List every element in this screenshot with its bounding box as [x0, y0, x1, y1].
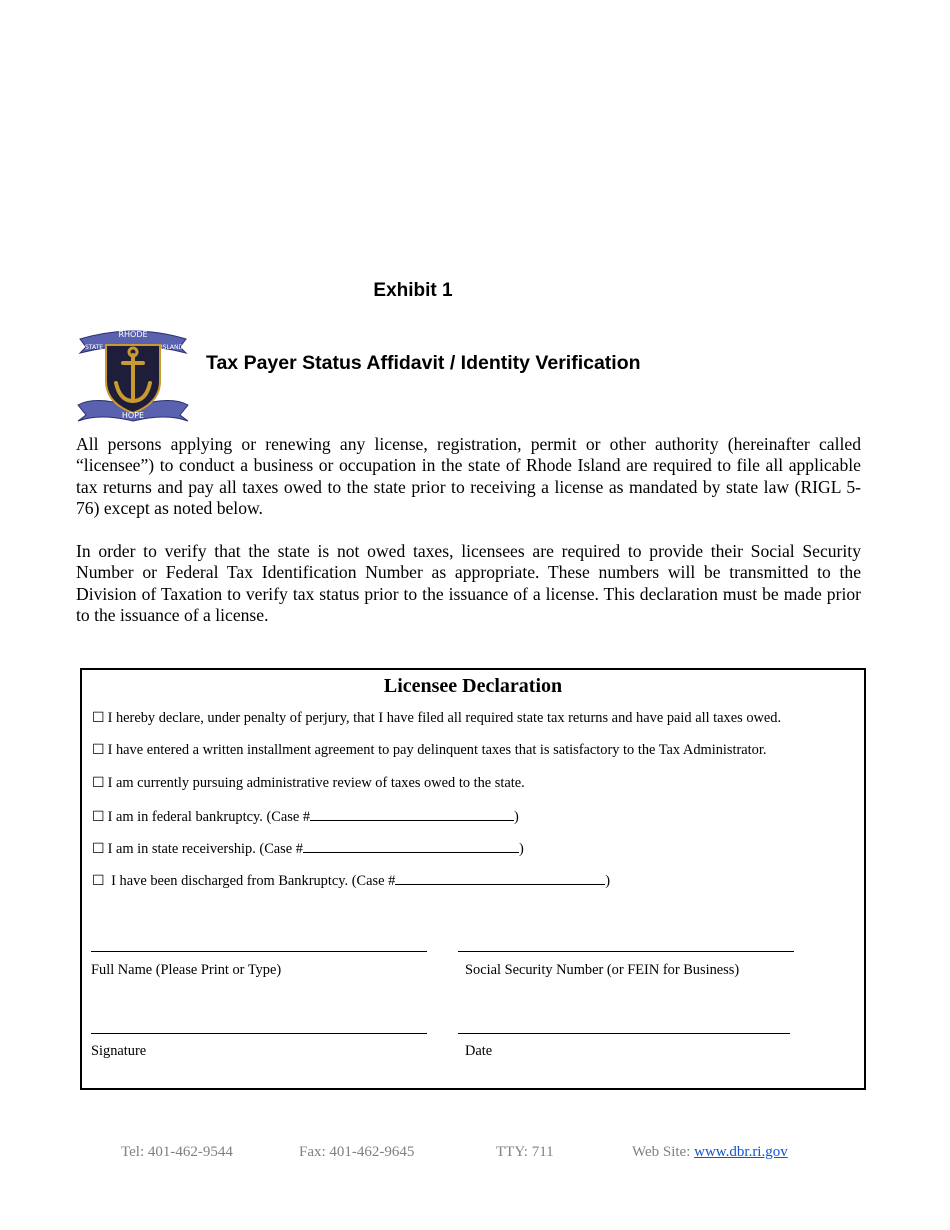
footer-tel: Tel: 401-462-9544	[121, 1144, 233, 1160]
receivership-case-number-field[interactable]	[303, 839, 519, 853]
declaration-item-discharged-bankruptcy: ☐ I have been discharged from Bankruptcy. (Case # )	[92, 873, 611, 889]
checkbox[interactable]: ☐	[92, 710, 105, 726]
declaration-item-installment: ☐ I have entered a written installment agreement to pay delinquent taxes that is satisfactory to the Tax Administrator.	[92, 742, 767, 758]
full-name-label: Full Name (Please Print or Type)	[91, 962, 282, 978]
footer-fax: Fax: 401-462-9645	[299, 1144, 415, 1160]
date-label: Date	[465, 1043, 493, 1059]
declaration-title: Licensee Declaration	[383, 675, 563, 697]
federal-case-number-field[interactable]	[310, 807, 514, 821]
checkbox[interactable]: ☐	[92, 775, 105, 791]
checkbox[interactable]: ☐	[92, 809, 105, 825]
date-line[interactable]	[458, 1033, 790, 1034]
ssn-line[interactable]	[458, 951, 794, 952]
rhode-island-seal	[76, 325, 190, 427]
exhibit-heading: Exhibit 1	[373, 280, 453, 301]
discharge-case-number-field[interactable]	[395, 871, 605, 885]
licensee-declaration-box	[80, 668, 866, 1090]
checkbox[interactable]: ☐	[92, 873, 105, 889]
ssn-label: Social Security Number (or FEIN for Business)	[465, 962, 740, 978]
document-title: Tax Payer Status Affidavit / Identity Verification	[206, 352, 641, 374]
declaration-item-admin-review: ☐ I am currently pursuing administrative review of taxes owed to the state.	[92, 775, 525, 791]
signature-line[interactable]	[91, 1033, 427, 1034]
svg-text:STATE: STATE	[84, 344, 104, 351]
svg-text:HOPE: HOPE	[121, 411, 145, 420]
footer-website: Web Site: www.dbr.ri.gov	[632, 1144, 788, 1160]
checkbox[interactable]: ☐	[92, 841, 105, 857]
intro-paragraph: All persons applying or renewing any license, registration, permit or other authority (hereinafter called “licensee”) to conduct a business or occupation in the state of Rhode Island are required to file all applicable tax returns and pay all taxes owed to the state prior to receiving a license as mandated by state law (RIGL 5-76) except as noted below.	[76, 434, 861, 518]
website-link[interactable]: www.dbr.ri.gov	[694, 1144, 788, 1160]
full-name-line[interactable]	[91, 951, 427, 952]
declaration-item-taxes-paid: ☐ I hereby declare, under penalty of perjury, that I have filed all required state tax returns and have paid all taxes owed.	[92, 710, 782, 726]
declaration-item-state-receivership: ☐ I am in state receivership. (Case # )	[92, 841, 524, 857]
svg-text:RHODE: RHODE	[118, 330, 148, 339]
svg-text:ISLAND: ISLAND	[160, 344, 184, 351]
footer-tty: TTY: 711	[496, 1144, 554, 1160]
verification-paragraph: In order to verify that the state is not owed taxes, licensees are required to provide their Social Security Number or Federal Tax Identification Number as appropriate. These numbers will be transmitted to the Division of Taxation to verify tax status prior to the issuance of a license. This declaration must be made prior to the issuance of a license.	[76, 541, 861, 625]
signature-label: Signature	[91, 1043, 147, 1059]
checkbox[interactable]: ☐	[92, 742, 105, 758]
declaration-item-federal-bankruptcy: ☐ I am in federal bankruptcy. (Case # )	[92, 809, 519, 825]
